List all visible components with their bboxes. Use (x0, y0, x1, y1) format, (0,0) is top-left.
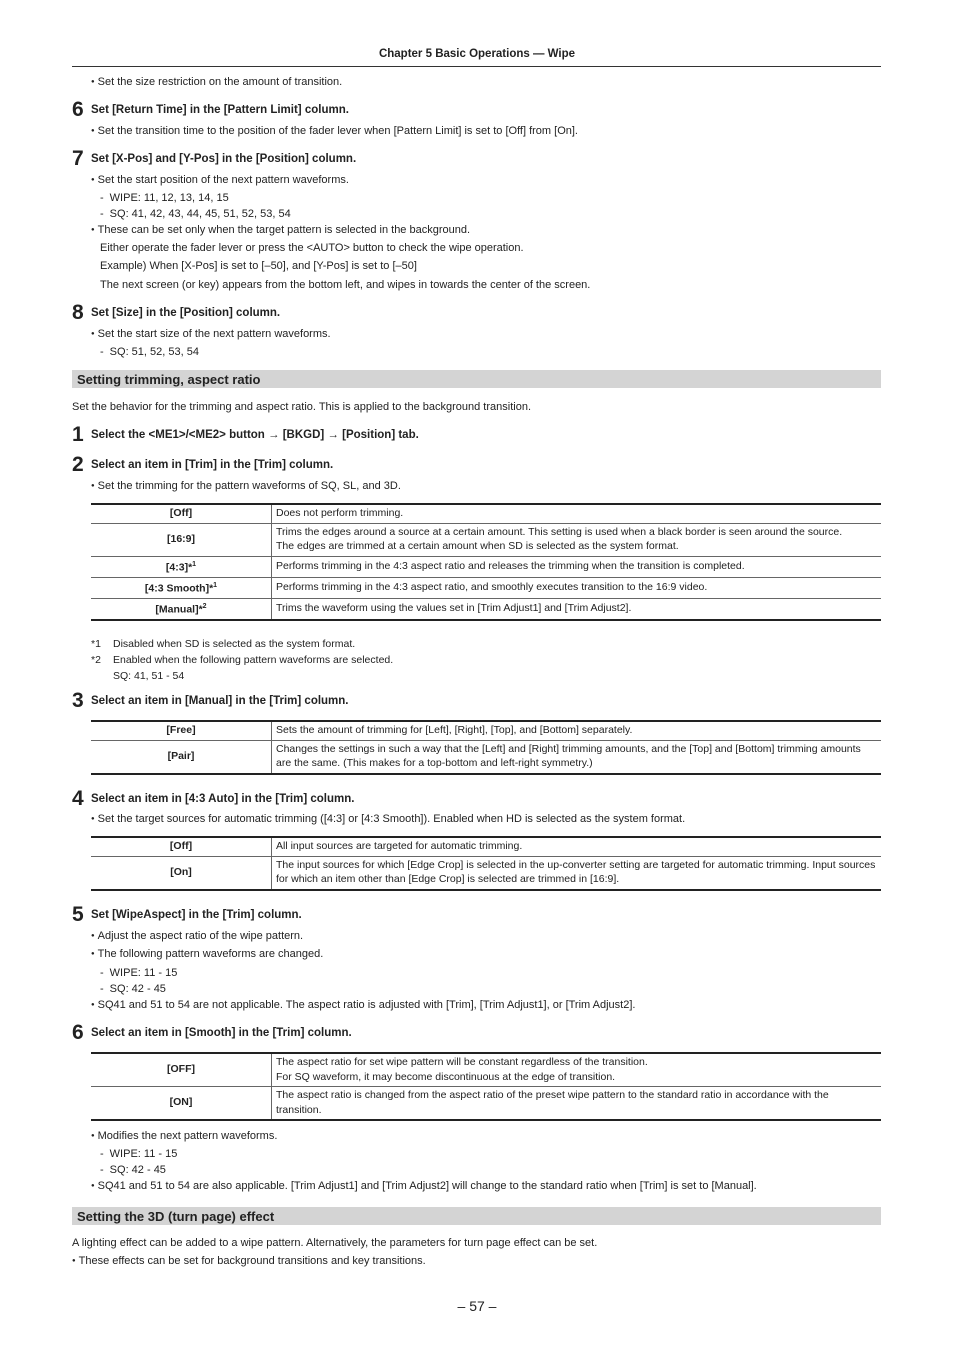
table-value: The input sources for which [Edge Crop] is selected in the up-converter setting are targeted for automatic trimming. Input sources for which an item other than [Edge Crop] is selected are trimmed in [16:9]. (272, 856, 882, 890)
table-value: Changes the settings in such a way that the [Left] and [Right] trimming amounts, and the [Top] and [Bottom] trimming amounts are the same. (This makes for a top-bottom and left-right symmetry.) (272, 740, 882, 774)
step-number: 8 (72, 301, 84, 324)
step-number: 4 (72, 787, 84, 810)
step-title: Select an item in [Manual] in the [Trim] column. (91, 695, 349, 707)
step-title: Select an item in [4:3 Auto] in the [Trim] column. (91, 793, 355, 805)
step-title: Set [X-Pos] and [Y-Pos] in the [Position] column. (91, 153, 357, 165)
header-rule (72, 66, 881, 67)
bullet: ● These effects can be set for background transitions and key transitions. (72, 1255, 426, 1267)
page-number: – 57 – (457, 1298, 497, 1314)
table-row (91, 837, 881, 856)
bullet: ● The following pattern waveforms are changed. (91, 948, 323, 960)
table-key (91, 598, 272, 620)
footnote-text: Disabled when SD is selected as the system format. (113, 638, 356, 650)
step-number: 2 (72, 453, 84, 476)
section-title: Setting the 3D (turn page) effect (77, 1209, 275, 1224)
bullet: ● Set the transition time to the position of the fader lever when [Pattern Limit] is set to [Off] from [On]. (91, 125, 578, 137)
footnote-ref: 1 (192, 560, 197, 568)
table-row (91, 504, 881, 523)
dash-item: - WIPE: 11, 12, 13, 14, 15 (100, 192, 229, 204)
manual-table (91, 720, 881, 775)
key-label: [4:3]* (165, 561, 193, 573)
step-number: 7 (72, 147, 84, 170)
step-title: Set [WipeAspect] in the [Trim] column. (91, 909, 302, 921)
table-value: Does not perform trimming. (272, 504, 882, 523)
bullet: ● Adjust the aspect ratio of the wipe pattern. (91, 930, 303, 942)
section-title: Setting trimming, aspect ratio (77, 372, 261, 387)
table-value-line: Trims the edges around a source at a certain amount. This setting is used when a black border is seen around the source. (276, 525, 843, 538)
table-key: [Free] (91, 721, 272, 740)
footnote-marker: *1 (91, 638, 101, 650)
paragraph: The next screen (or key) appears from the bottom left, and wipes in towards the center of the screen. (100, 279, 591, 291)
section-heading (72, 370, 881, 388)
table-key (91, 556, 272, 577)
footnote-text: SQ: 41, 51 - 54 (113, 670, 185, 682)
step-number: 1 (72, 423, 84, 446)
table-key: [Off] (91, 504, 272, 523)
dash-item: - SQ: 51, 52, 53, 54 (100, 346, 199, 358)
page-header: Chapter 5 Basic Operations — Wipe (378, 48, 576, 60)
table-row (91, 721, 881, 740)
auto-table (91, 836, 881, 891)
smooth-table (91, 1052, 881, 1121)
bullet: ● Set the trimming for the pattern waveforms of SQ, SL, and 3D. (91, 480, 401, 492)
bullet: ● Modifies the next pattern waveforms. (91, 1130, 277, 1142)
table-key: [Pair] (91, 740, 272, 774)
table-row (91, 1053, 881, 1087)
step-title: Select an item in [Smooth] in the [Trim] column. (91, 1027, 352, 1039)
step-number: 6 (72, 98, 84, 121)
table-value-line: The edges are trimmed at a certain amount when SD is selected as the system format. (276, 540, 679, 552)
table-key: [OFF] (91, 1053, 272, 1087)
table-value-line: For SQ waveform, it may become discontinuous at the edge of transition. (276, 1070, 616, 1083)
section-description: A lighting effect can be added to a wipe pattern. Alternatively, the parameters for turn page effect can be set. (72, 1237, 598, 1249)
table-value (272, 1053, 882, 1087)
table-key: [Off] (91, 837, 272, 856)
table-row (91, 556, 881, 577)
step-title: Select an item in [Trim] in the [Trim] column. (91, 459, 334, 471)
footnote-marker: *2 (91, 654, 101, 666)
table-row (91, 1087, 881, 1121)
step-number: 6 (72, 1021, 84, 1044)
footnote-text: Enabled when the following pattern waveforms are selected. (113, 654, 394, 666)
section-description: Set the behavior for the trimming and aspect ratio. This is applied to the background transition. (72, 401, 531, 413)
intro-bullet: ● Set the size restriction on the amount of transition. (91, 76, 342, 88)
bullet: ● Set the start position of the next pattern waveforms. (91, 174, 349, 186)
table-row (91, 740, 881, 774)
table-value-line: The aspect ratio for set wipe pattern will be constant regardless of the transition. (276, 1056, 648, 1068)
table-value: Performs trimming in the 4:3 aspect ratio and releases the trimming when the transition is completed. (272, 556, 882, 577)
table-key: [On] (91, 856, 272, 890)
footnote-ref: 1 (213, 581, 218, 589)
bullet: ● SQ41 and 51 to 54 are not applicable. The aspect ratio is adjusted with [Trim], [Trim Adjust1], or [Trim Adjust2]. (91, 999, 635, 1011)
table-value: Sets the amount of trimming for [Left], [Right], [Top], and [Bottom] separately. (272, 721, 882, 740)
table-key (91, 577, 272, 598)
section-heading (72, 1207, 881, 1225)
dash-item: - SQ: 41, 42, 43, 44, 45, 51, 52, 53, 54 (100, 208, 291, 220)
step-title: Set [Size] in the [Position] column. (91, 307, 281, 319)
table-value: All input sources are targeted for automatic trimming. (272, 837, 882, 856)
paragraph: Example) When [X-Pos] is set to [–50], and [Y-Pos] is set to [–50] (100, 260, 417, 272)
step-number: 5 (72, 903, 84, 926)
dash-item: - SQ: 42 - 45 (100, 1164, 166, 1176)
table-row (91, 523, 881, 556)
bullet: ● Set the target sources for automatic trimming ([4:3] or [4:3 Smooth]). Enabled when HD is selected as the system format. (91, 813, 685, 825)
key-label: [Manual]* (155, 603, 203, 615)
step-number: 3 (72, 689, 84, 712)
table-value: Performs trimming in the 4:3 aspect ratio, and smoothly executes transition to the 16:9 video. (272, 577, 882, 598)
table-row (91, 598, 881, 620)
table-row (91, 577, 881, 598)
dash-item: - WIPE: 11 - 15 (100, 967, 177, 979)
table-key: [16:9] (91, 523, 272, 556)
dash-item: - SQ: 42 - 45 (100, 983, 166, 995)
footnote-ref: 2 (202, 602, 207, 610)
table-value: The aspect ratio is changed from the aspect ratio of the preset wipe pattern to the standard ratio in accordance with the transition. (272, 1087, 882, 1121)
key-label: [4:3 Smooth]* (144, 582, 214, 594)
bullet: ● These can be set only when the target pattern is selected in the background. (91, 224, 470, 236)
dash-item: - WIPE: 11 - 15 (100, 1148, 177, 1160)
bullet: ● Set the start size of the next pattern waveforms. (91, 328, 331, 340)
step-title: Set [Return Time] in the [Pattern Limit] column. (91, 104, 349, 116)
table-row (91, 856, 881, 890)
trim-table (91, 503, 881, 621)
table-value: Trims the waveform using the values set in [Trim Adjust1] and [Trim Adjust2]. (272, 598, 882, 620)
step-title: Select the <ME1>/<ME2> button → [BKGD] → [Position] tab. (91, 429, 419, 441)
paragraph: Either operate the fader lever or press the <AUTO> button to check the wipe operation. (100, 242, 524, 254)
table-value (272, 523, 882, 556)
table-key: [ON] (91, 1087, 272, 1121)
bullet: ● SQ41 and 51 to 54 are also applicable. [Trim Adjust1] and [Trim Adjust2] will change to the standard ratio when [Trim] is set to [Manual]. (91, 1180, 757, 1192)
